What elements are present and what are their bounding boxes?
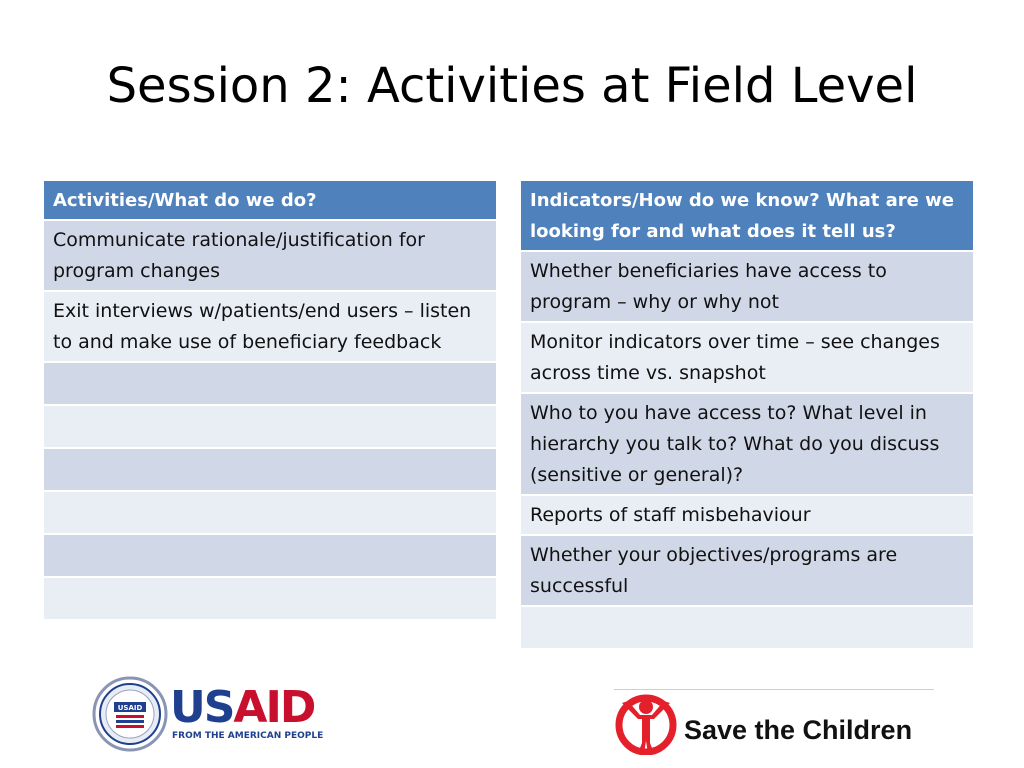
slide-title: Session 2: Activities at Field Level [106,58,918,114]
table-cell: Monitor indicators over time – see changes across time vs. snapshot [520,322,974,393]
table-cell [43,448,497,491]
svg-text:USAID: USAID [117,704,143,712]
save-the-children-wordmark: Save the Children [684,715,913,745]
table-cell [43,577,497,620]
activities-table [42,179,498,621]
table-row [520,251,974,322]
table-cell [43,491,497,534]
table-row [520,535,974,606]
table-row [520,495,974,535]
table-cell: Exit interviews w/patients/end users – listen to and make use of beneficiary feedback [43,291,497,362]
indicators-table [519,179,975,650]
table-row [43,405,497,448]
table-cell [520,606,974,649]
table-row [520,322,974,393]
table-header-row [520,180,974,251]
table-cell: Communicate rationale/justification for program changes [43,220,497,291]
table-cell: Who to you have access to? What level in hierarchy you talk to? What do you discuss (sensitive or general)? [520,393,974,495]
logo-divider [614,689,934,690]
table-row [43,220,497,291]
table-row [520,393,974,495]
table-cell: Whether your objectives/programs are successful [520,535,974,606]
table-row [43,448,497,491]
table-cell [43,362,497,405]
table-row [520,606,974,649]
table-row [43,491,497,534]
table-header-row [43,180,497,220]
table-row [43,362,497,405]
activities-header: Activities/What do we do? [43,180,497,220]
table-row [43,534,497,577]
usaid-logo [92,672,342,756]
usaid-tagline: FROM THE AMERICAN PEOPLE [172,731,324,741]
usaid-seal-icon [92,672,342,756]
child-figure-icon [614,693,678,755]
usaid-wordmark: USAID [170,682,315,733]
table-row [43,577,497,620]
table-cell [43,534,497,577]
table-cell: Reports of staff misbehaviour [520,495,974,535]
table-row [43,291,497,362]
table-cell: Whether beneficiaries have access to program – why or why not [520,251,974,322]
table-cell [43,405,497,448]
indicators-header: Indicators/How do we know? What are we looking for and what does it tell us? [520,180,974,251]
save-the-children-logo [614,689,936,755]
